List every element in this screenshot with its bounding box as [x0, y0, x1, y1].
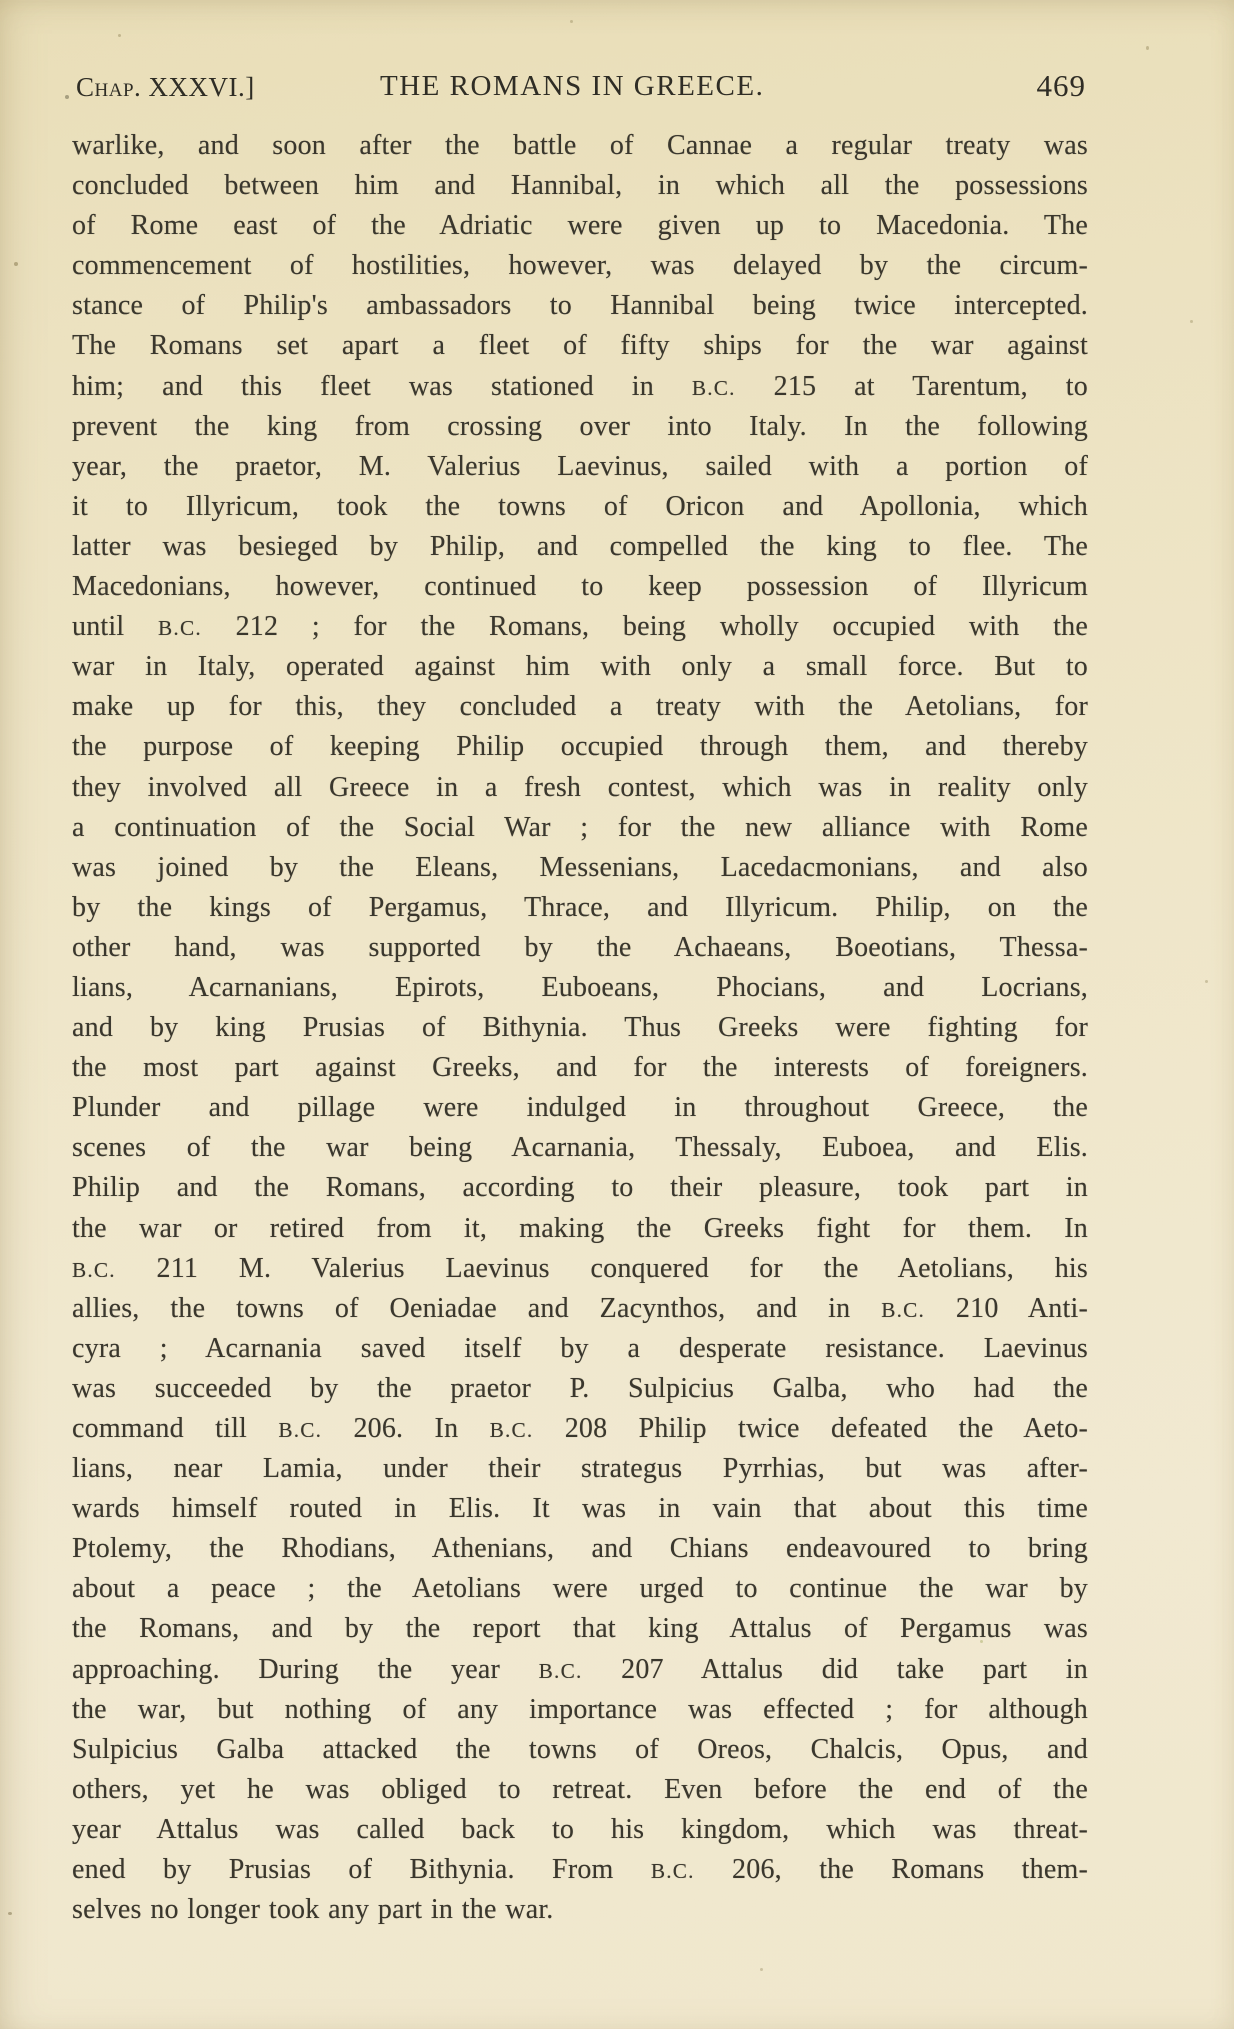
text-line: they involved all Greece in a fresh contest, which was in reality only — [72, 771, 1088, 803]
text-line: others, yet he was obliged to retreat. Even before the end of the — [72, 1773, 1088, 1805]
text-line: Plunder and pillage were indulged in throughout Greece, the — [72, 1092, 1088, 1124]
text-line: was succeeded by the praetor P. Sulpicius Galba, who had the — [72, 1372, 1088, 1404]
text-line: lians, Acarnanians, Epirots, Euboeans, Phocians, and Locrians, — [72, 971, 1088, 1003]
text-line: warlike, and soon after the battle of Cannae a regular treaty was — [72, 130, 1088, 161]
text-line: a continuation of the Social War ; for the new alliance with Rome — [72, 811, 1088, 843]
text-block — [72, 126, 1088, 1930]
text-line: Macedonians, however, continued to keep possession of Illyricum — [72, 571, 1088, 603]
paper-speckle — [760, 1968, 763, 1971]
text-line: the Romans, and by the report that king Attalus of Pergamus was — [72, 1613, 1088, 1645]
text-line: war in Italy, operated against him with only a small force. But to — [72, 651, 1088, 683]
text-line: the war, but nothing of any importance was effected ; for although — [72, 1693, 1088, 1725]
page-number: 469 — [1036, 68, 1086, 103]
paper-speckle — [8, 1912, 12, 1915]
text-line: cyra ; Acarnania saved itself by a desperate resistance. Laevinus — [72, 1332, 1088, 1364]
running-title: THE ROMANS IN GREECE. — [380, 70, 765, 102]
text-line: the war or retired from it, making the Greeks fight for them. In — [72, 1212, 1088, 1244]
text-line: it to Illyricum, took the towns of Oricon and Apollonia, which — [72, 490, 1088, 522]
paper-speckle — [570, 20, 573, 23]
text-line: command till B.C. 206. In B.C. 208 Philip twice defeated the Aeto- — [72, 1413, 1088, 1444]
text-line: Philip and the Romans, according to their pleasure, took part in — [72, 1172, 1088, 1204]
text-line: about a peace ; the Aetolians were urged to continue the war by — [72, 1573, 1088, 1605]
text-line: Ptolemy, the Rhodians, Athenians, and Chians endeavoured to bring — [72, 1533, 1088, 1565]
text-line: wards himself routed in Elis. It was in vain that about this time — [72, 1493, 1088, 1525]
text-line: him; and this fleet was stationed in B.C. 215 at Tarentum, to — [72, 370, 1088, 402]
paper-speckle — [118, 34, 121, 37]
text-line: year Attalus was called back to his kingdom, which was threat- — [72, 1813, 1088, 1845]
paper-speckle — [1146, 46, 1149, 50]
text-line: The Romans set apart a fleet of fifty ships for the war against — [72, 330, 1088, 362]
chapter-label: Chap. XXXVI.] — [76, 72, 255, 102]
paper-speckle — [14, 262, 18, 266]
text-line: the purpose of keeping Philip occupied through them, and thereby — [72, 731, 1088, 763]
text-line: by the kings of Pergamus, Thrace, and Illyricum. Philip, on the — [72, 891, 1088, 923]
text-line: prevent the king from crossing over into Italy. In the following — [72, 410, 1088, 442]
text-line: other hand, was supported by the Achaeans, Boeotians, Thessa- — [72, 931, 1088, 963]
text-line: year, the praetor, M. Valerius Laevinus, sailed with a portion of — [72, 450, 1088, 482]
text-line: the most part against Greeks, and for the interests of foreigners. — [72, 1052, 1088, 1084]
text-line: ened by Prusias of Bithynia. From B.C. 206, the Romans them- — [72, 1854, 1088, 1886]
text-line: was joined by the Eleans, Messenians, Lacedacmonians, and also — [72, 851, 1088, 883]
text-line: commencement of hostilities, however, was delayed by the circum- — [72, 250, 1088, 282]
text-line: scenes of the war being Acarnania, Thessaly, Euboea, and Elis. — [72, 1132, 1088, 1164]
text-line: allies, the towns of Oeniadae and Zacynthos, and in B.C. 210 Anti- — [72, 1292, 1088, 1324]
paper-speckle — [1205, 980, 1208, 983]
page-header — [72, 68, 1086, 110]
text-line: Sulpicius Galba attacked the towns of Oreos, Chalcis, Opus, and — [72, 1733, 1088, 1765]
text-line: B.C. 211 M. Valerius Laevinus conquered for the Aetolians, his — [72, 1252, 1088, 1284]
text-line: of Rome east of the Adriatic were given up to Macedonia. The — [72, 210, 1088, 242]
text-line: concluded between him and Hannibal, in which all the possessions — [72, 170, 1088, 202]
paper-speckle — [1190, 320, 1193, 323]
text-line: until B.C. 212 ; for the Romans, being wholly occupied with the — [72, 611, 1088, 643]
text-line: latter was besieged by Philip, and compelled the king to flee. The — [72, 530, 1088, 562]
paper-speckle — [65, 95, 69, 99]
text-line: and by king Prusias of Bithynia. Thus Greeks were fighting for — [72, 1012, 1088, 1044]
text-line: lians, near Lamia, under their strategus Pyrrhias, but was after- — [72, 1453, 1088, 1485]
text-line: selves no longer took any part in the war. — [72, 1894, 554, 1926]
text-line: stance of Philip's ambassadors to Hannibal being twice intercepted. — [72, 290, 1088, 322]
text-line: approaching. During the year B.C. 207 Attalus did take part in — [72, 1653, 1088, 1685]
text-line: make up for this, they concluded a treaty with the Aetolians, for — [72, 691, 1088, 723]
